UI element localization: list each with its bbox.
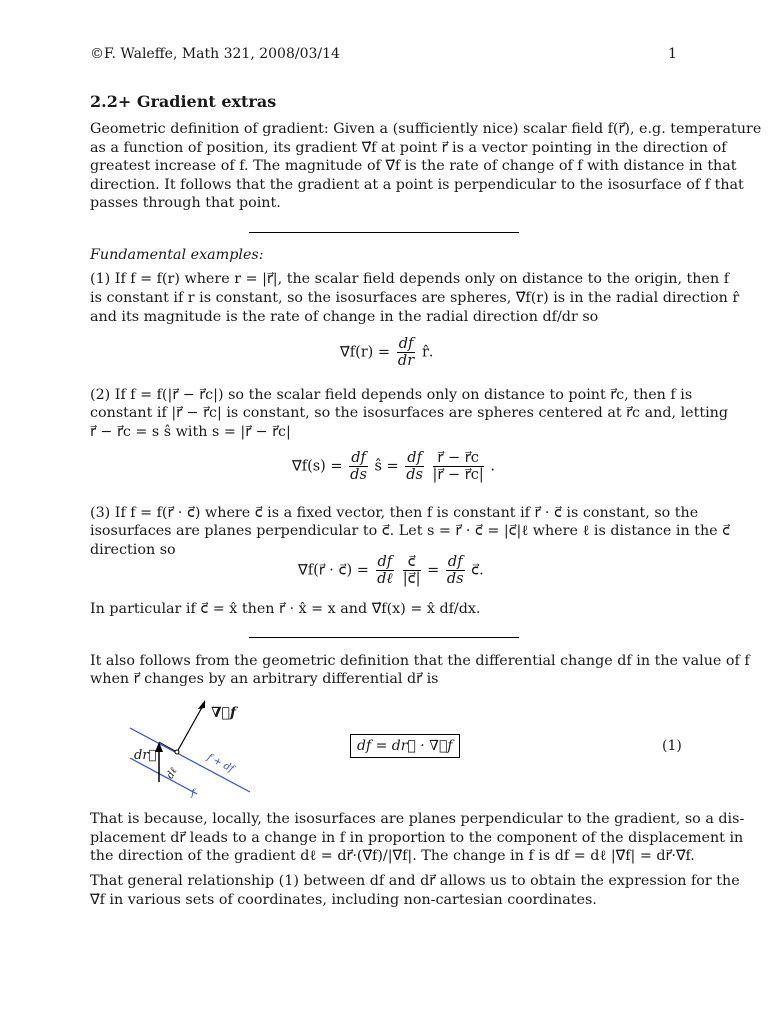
eq2-n1: df — [351, 450, 366, 466]
point-marker — [175, 750, 179, 754]
gradient-arrowhead — [198, 700, 205, 709]
eq2-mid: ŝ = — [374, 458, 399, 475]
eq1-rhs: r̂. — [421, 344, 434, 361]
isosurface-f — [130, 758, 197, 794]
ex3-line-1: (3) If f = f(r⃗ · c⃗) where c⃗ is a fixed vector, then f is constant if r⃗ · c⃗ is constant, so the — [90, 505, 699, 521]
eq1-den: dr — [397, 353, 415, 369]
intro-line-1: Geometric definition of gradient: Given a (sufficiently nice) scalar field f(r⃗), e.g. temperature — [90, 121, 762, 137]
dl-label: dℓ — [164, 766, 180, 781]
section-divider-1 — [249, 232, 519, 233]
section-divider-2 — [249, 637, 519, 638]
eq2-d2: ds — [406, 467, 423, 483]
ex2-line-1: (2) If f = f(|r⃗ − r⃗c|) so the scalar field depends only on distance to point r⃗c, then f is — [90, 387, 693, 403]
eq2-end: . — [490, 458, 495, 475]
eq3-lhs: ∇⃗f(r⃗ · c⃗) = — [298, 562, 369, 579]
particular-line: In particular if c⃗ = x̂ then r⃗ · x̂ = x and ∇⃗f(x) = x̂ df/dx. — [90, 601, 481, 617]
because-line-1: That is because, locally, the isosurfaces are planes perpendicular to the gradient, so a dis- — [90, 811, 745, 827]
general-line-2: ∇⃗f in various sets of coordinates, including non-cartesian coordinates. — [90, 892, 597, 908]
ex1-line-1: (1) If f = f(r) where r = |r⃗|, the scalar field depends only on distance to the origin, then f — [90, 271, 730, 287]
fundamental-label: Fundamental examples: — [90, 247, 264, 263]
eq3-end: c⃗. — [471, 562, 484, 579]
ex2-line-2: constant if |r⃗ − r⃗c| is constant, so the isosurfaces are spheres centered at r⃗c and, letting — [90, 405, 729, 421]
intro-line-4: direction. It follows that the gradient at a point is perpendicular to the isosurface of f that — [90, 177, 744, 193]
boxed-equation: df = dr⃗ · ∇⃗f — [350, 734, 460, 758]
also-line-1: It also follows from the geometric definition that the differential change df in the value of f — [90, 653, 750, 669]
f-plus-df-label: f + df — [205, 751, 236, 776]
intro-line-2: as a function of position, its gradient ∇⃗f at point r⃗ is a vector pointing in the direction of — [90, 140, 727, 156]
eq1-lhs: ∇⃗f(r) = — [340, 344, 391, 361]
ex3-line-2: isosurfaces are planes perpendicular to c⃗. Let s = r⃗ · c⃗ = |c⃗|ℓ where ℓ is distance in the c⃗ — [90, 523, 731, 539]
eq3-d3: ds — [446, 571, 464, 587]
ex1-line-3: and its magnitude is the rate of change in the radial direction df/dr so — [90, 309, 599, 325]
gradient-arrow — [177, 702, 205, 752]
grad-label: ∇⃗f — [211, 705, 236, 721]
eq3-n1: df — [377, 554, 393, 570]
dr-label: dr⃗ — [134, 748, 157, 763]
equation-center-distance — [292, 450, 495, 483]
equation-number: (1) — [662, 738, 682, 754]
section-title: 2.2+ Gradient extras — [90, 92, 277, 111]
ex3-line-3: direction so — [90, 542, 176, 558]
also-line-2: when r⃗ changes by an arbitrary differential dr⃗ is — [90, 671, 439, 687]
eq3-eq: = — [427, 562, 440, 579]
eq2-d1: ds — [350, 467, 367, 483]
running-header: ©F. Waleffe, Math 321, 2008/03/14 — [90, 46, 340, 62]
eq2-lhs: ∇⃗f(s) = — [292, 458, 343, 475]
intro-line-5: passes through that point. — [90, 195, 281, 211]
because-line-3: the direction of the gradient dℓ = dr⃗·(∇⃗f)/|∇⃗f|. The change in f is df = dℓ |∇⃗f| = dr⃗·∇⃗f. — [90, 848, 695, 864]
eq2-n2: df — [407, 450, 422, 466]
intro-line-3: greatest increase of f. The magnitude of ∇⃗f is the rate of change of f with distance in that — [90, 158, 737, 174]
eq2-d3: |r⃗ − r⃗c| — [432, 467, 484, 483]
eq2-n3: r⃗ − r⃗c — [433, 450, 484, 467]
ex2-line-3: r⃗ − r⃗c = s ŝ with s = |r⃗ − r⃗c| — [90, 424, 291, 440]
eq3-n3: df — [447, 554, 463, 570]
general-line-1: That general relationship (1) between df and dr⃗ allows us to obtain the expression for the — [90, 873, 740, 889]
eq1-num: df — [398, 336, 414, 352]
f-label: f — [191, 788, 195, 799]
because-line-2: placement dr⃗ leads to a change in f in proportion to the component of the displacement in — [90, 830, 744, 846]
eq3-d1: dℓ — [377, 571, 393, 587]
page-number: 1 — [668, 46, 677, 62]
eq3-d2: |c⃗| — [402, 571, 421, 587]
equation-radial — [340, 336, 434, 369]
equation-directional — [298, 554, 484, 587]
ex1-line-2: is constant if r is constant, so the isosurfaces are spheres, ∇⃗f(r) is in the radial direction r̂ — [90, 290, 740, 306]
eq3-n2: c⃗ — [403, 554, 421, 571]
